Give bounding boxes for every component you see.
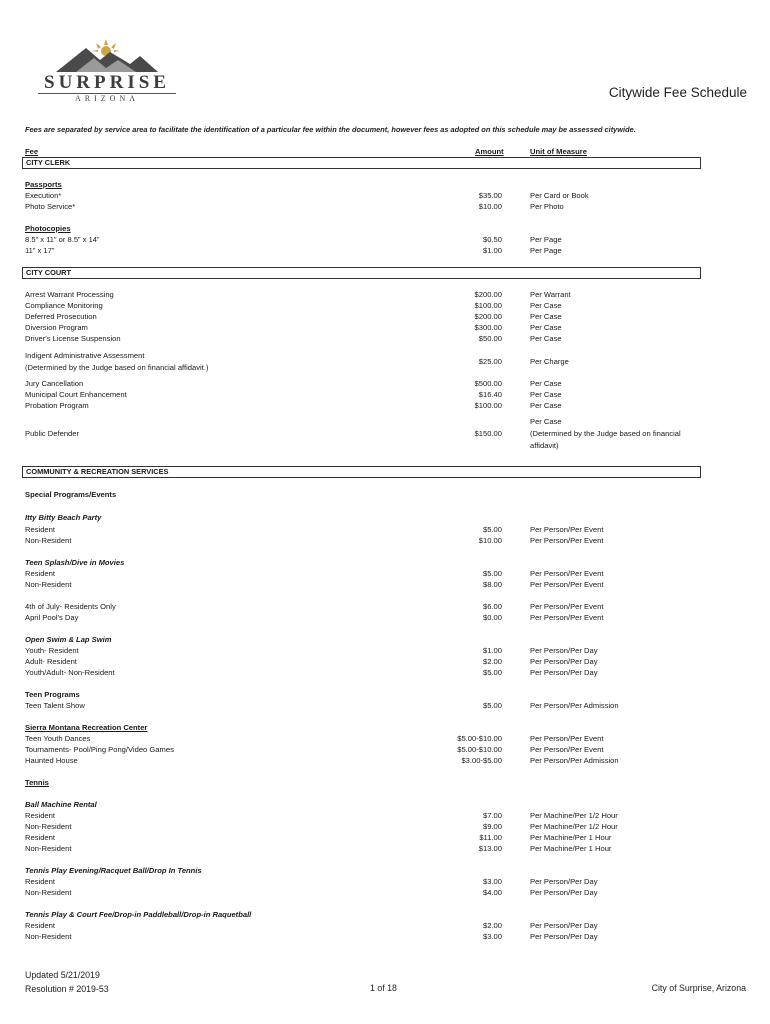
table-row <box>25 689 725 700</box>
fee-name: Execution* <box>25 191 62 200</box>
table-row <box>25 667 725 678</box>
fee-name: Teen Youth Dances <box>25 734 91 743</box>
fee-amount: $4.00 <box>482 888 502 897</box>
table-row <box>25 300 725 311</box>
fee-heading: Tennis <box>25 778 49 787</box>
fee-amount: $0.00 <box>482 613 502 622</box>
table-row <box>25 201 725 212</box>
fee-heading: Special Programs/Events <box>25 490 117 499</box>
fee-name: Youth- Resident <box>25 646 79 655</box>
fee-unit: Per Person/Per Day <box>530 888 598 897</box>
fee-unit: Per Person/Per Event <box>530 580 604 589</box>
logo-subtitle: ARIZONA <box>75 94 139 103</box>
fee-unit: Per Case <box>530 379 562 388</box>
fee-name: Non-Resident <box>25 844 72 853</box>
fee-amount: $100.00 <box>474 401 502 410</box>
fee-unit: Per Case <box>530 312 562 321</box>
table-row <box>25 799 725 810</box>
fee-name: Probation Program <box>25 401 89 410</box>
table-row <box>25 416 725 427</box>
fee-unit: Per Person/Per Day <box>530 668 598 677</box>
fee-unit: Per Person/Per Event <box>530 536 604 545</box>
table-row <box>25 289 725 300</box>
fee-name: Non-Resident <box>25 822 72 831</box>
fee-name: Resident <box>25 833 55 842</box>
fee-name: Resident <box>25 921 55 930</box>
fee-amount: $35.00 <box>478 191 502 200</box>
fee-name: Adult- Resident <box>25 657 77 666</box>
fee-unit: Per Person/Per Day <box>530 657 598 666</box>
table-row <box>25 810 725 821</box>
table-row <box>25 777 725 788</box>
table-row <box>25 876 725 887</box>
fee-amount: $10.00 <box>478 202 502 211</box>
fee-amount: $13.00 <box>478 844 502 853</box>
table-row <box>25 512 725 523</box>
fee-amount: $150.00 <box>474 429 502 438</box>
document-title: Citywide Fee Schedule <box>608 85 747 100</box>
fee-unit: Per Person/Per Event <box>530 569 604 578</box>
fee-name: Resident <box>25 525 55 534</box>
fee-unit: Per Person/Per Day <box>530 932 598 941</box>
fee-amount: $100.00 <box>474 301 502 310</box>
footer-city: City of Surprise, Arizona <box>651 983 746 993</box>
fee-unit: Per Person/Per Event <box>530 602 604 611</box>
fee-unit: Per Machine/Per 1 Hour <box>530 833 612 842</box>
fee-amount: $5.00-$10.00 <box>457 734 502 743</box>
table-row <box>25 601 725 612</box>
table-row <box>25 579 725 590</box>
table-row <box>25 489 725 500</box>
table-row <box>25 645 725 656</box>
fee-name: Haunted House <box>25 756 78 765</box>
table-row <box>25 378 725 389</box>
fee-amount: $2.00 <box>482 921 502 930</box>
fee-unit: Per Person/Per Admission <box>530 701 619 710</box>
column-header-amount: Amount <box>475 147 504 156</box>
intro-note: Fees are separated by service area to facilitate the identification of a particular fee within the document, however fees as adopted on this schedule may be assessed citywide. <box>25 125 636 134</box>
fee-name: Driver's License Suspension <box>25 334 121 343</box>
table-row <box>25 568 725 579</box>
fee-unit: Per Person/Per Day <box>530 877 598 886</box>
fee-name: Non-Resident <box>25 580 72 589</box>
fee-amount: $1.00 <box>482 246 502 255</box>
fee-amount: $10.00 <box>478 536 502 545</box>
section-city-clerk: CITY CLERK <box>22 157 701 169</box>
fee-name: Public Defender <box>25 429 80 438</box>
table-row <box>25 755 725 766</box>
fee-heading: Teen Programs <box>25 690 80 699</box>
fee-name: 4th of July- Residents Only <box>25 602 116 611</box>
table-row <box>25 656 725 667</box>
mountain-sun-icon <box>56 38 158 72</box>
table-row <box>25 535 725 546</box>
fee-unit: Per Case <box>530 401 562 410</box>
fee-amount: $3.00 <box>482 932 502 941</box>
fee-amount: $16.40 <box>478 390 502 399</box>
table-row <box>25 311 725 322</box>
fee-amount: $5.00-$10.00 <box>457 745 502 754</box>
fee-unit: Per Person/Per Event <box>530 734 604 743</box>
fee-name: Tournaments- Pool/Ping Pong/Video Games <box>25 745 174 754</box>
table-row <box>25 733 725 744</box>
table-row <box>25 843 725 854</box>
fee-name: Photo Service* <box>25 202 76 211</box>
table-row <box>25 887 725 898</box>
fee-unit: Per Person/Per Event <box>530 745 604 754</box>
table-row <box>25 190 725 201</box>
fee-amount: $0.50 <box>482 235 502 244</box>
fee-unit: Per Card or Book <box>530 191 589 200</box>
fee-name: Non-Resident <box>25 536 72 545</box>
fee-amount: $1.00 <box>482 646 502 655</box>
table-row <box>25 245 725 256</box>
table-row <box>25 362 725 373</box>
table-row <box>25 634 725 645</box>
fee-heading: Sierra Montana Recreation Center <box>25 723 148 732</box>
fee-subheading: Itty Bitty Beach Party <box>25 513 102 522</box>
fee-amount: $300.00 <box>474 323 502 332</box>
fee-unit: Per Case <box>530 390 562 399</box>
fee-unit: Per Case <box>530 417 562 426</box>
table-row <box>25 700 725 711</box>
table-row <box>25 333 725 344</box>
fee-name: Compliance Monitoring <box>25 301 103 310</box>
logo-wordmark: SURPRISE <box>44 72 170 93</box>
fee-name: Jury Cancellation <box>25 379 84 388</box>
fee-unit: Per Case <box>530 334 562 343</box>
fee-name: April Pool's Day <box>25 613 79 622</box>
fee-unit: Per Photo <box>530 202 564 211</box>
table-row <box>25 440 725 451</box>
fee-name: Deferred Prosecution <box>25 312 97 321</box>
fee-amount: $500.00 <box>474 379 502 388</box>
fee-name: Diversion Program <box>25 323 88 332</box>
table-row <box>25 234 725 245</box>
fee-name: 11” x 17” <box>25 246 55 255</box>
column-header-fee: Fee <box>25 147 39 156</box>
fee-name: Youth/Adult- Non-Resident <box>25 668 115 677</box>
table-row <box>25 612 725 623</box>
table-row <box>25 524 725 535</box>
fee-name: Municipal Court Enhancement <box>25 390 127 399</box>
footer-page-number: 1 of 18 <box>370 983 397 993</box>
fee-name: Resident <box>25 811 55 820</box>
fee-unit: Per Page <box>530 235 562 244</box>
fee-amount: $5.00 <box>482 668 502 677</box>
fee-amount: $200.00 <box>474 312 502 321</box>
fee-subheading: Tennis Play Evening/Racquet Ball/Drop In Tennis <box>25 866 202 875</box>
fee-note: (Determined by the Judge based on financial affidavit.) <box>25 363 209 372</box>
fee-unit: Per Case <box>530 323 562 332</box>
fee-unit: Per Person/Per Day <box>530 646 598 655</box>
city-logo <box>34 38 180 104</box>
fee-unit: Per Person/Per Day <box>530 921 598 930</box>
fee-heading: Photocopies <box>25 224 71 233</box>
fee-unit: Per Case <box>530 301 562 310</box>
fee-amount: $11.00 <box>479 833 502 842</box>
section-city-court: CITY COURT <box>22 267 701 279</box>
fee-amount: $25.00 <box>478 357 502 366</box>
fee-name: Indigent Administrative Assessment <box>25 351 145 360</box>
fee-amount: $2.00 <box>482 657 502 666</box>
fee-unit: Per Person/Per Admission <box>530 756 619 765</box>
fee-amount: $6.00 <box>482 602 502 611</box>
fee-amount: $3.00 <box>482 877 502 886</box>
fee-subheading: Ball Machine Rental <box>25 800 97 809</box>
table-row <box>25 832 725 843</box>
fee-name: Resident <box>25 877 55 886</box>
fee-unit: Per Person/Per Event <box>530 525 604 534</box>
fee-name: Arrest Warrant Processing <box>25 290 114 299</box>
fee-unit: Per Charge <box>530 357 569 366</box>
table-row <box>25 909 725 920</box>
footer-resolution: Resolution # 2019-53 <box>25 984 109 994</box>
table-row <box>25 389 725 400</box>
fee-subheading: Tennis Play & Court Fee/Drop-in Paddleball/Drop-in Raquetball <box>25 910 252 919</box>
table-row <box>25 179 725 190</box>
fee-amount: $200.00 <box>474 290 502 299</box>
column-header-unit: Unit of Measure <box>530 147 587 156</box>
fee-name: Resident <box>25 569 55 578</box>
fee-amount: $5.00 <box>482 525 502 534</box>
table-row <box>25 821 725 832</box>
fee-name: 8.5” x 11” or 8.5” x 14” <box>25 235 100 244</box>
table-row <box>25 428 725 439</box>
table-row <box>25 223 725 234</box>
fee-amount: $5.00 <box>482 569 502 578</box>
fee-unit: affidavit) <box>530 441 559 450</box>
fee-heading: Passports <box>25 180 62 189</box>
section-community-recreation: COMMUNITY & RECREATION SERVICES <box>22 466 701 478</box>
fee-amount: $5.00 <box>482 701 502 710</box>
table-row <box>25 920 725 931</box>
fee-name: Non-Resident <box>25 888 72 897</box>
footer-updated: Updated 5/21/2019 <box>25 970 100 980</box>
table-row <box>25 322 725 333</box>
fee-unit: Per Machine/Per 1 Hour <box>530 844 612 853</box>
fee-unit: Per Person/Per Event <box>530 613 604 622</box>
table-row <box>25 744 725 755</box>
table-row <box>25 400 725 411</box>
fee-amount: $8.00 <box>482 580 502 589</box>
table-row <box>25 931 725 942</box>
fee-amount: $7.00 <box>482 811 502 820</box>
fee-subheading: Open Swim & Lap Swim <box>25 635 112 644</box>
fee-amount: $3.00-$5.00 <box>461 756 502 765</box>
fee-unit: Per Machine/Per 1/2 Hour <box>530 822 618 831</box>
fee-unit: Per Warrant <box>530 290 571 299</box>
table-row <box>25 722 725 733</box>
fee-name: Non-Resident <box>25 932 72 941</box>
fee-unit: Per Page <box>530 246 562 255</box>
table-row <box>25 865 725 876</box>
fee-unit: Per Machine/Per 1/2 Hour <box>530 811 618 820</box>
fee-subheading: Teen Splash/Dive in Movies <box>25 558 125 567</box>
fee-name: Teen Talent Show <box>25 701 85 710</box>
fee-amount: $9.00 <box>482 822 502 831</box>
table-row <box>25 557 725 568</box>
fee-unit: (Determined by the Judge based on financial <box>530 429 681 438</box>
fee-amount: $50.00 <box>478 334 502 343</box>
